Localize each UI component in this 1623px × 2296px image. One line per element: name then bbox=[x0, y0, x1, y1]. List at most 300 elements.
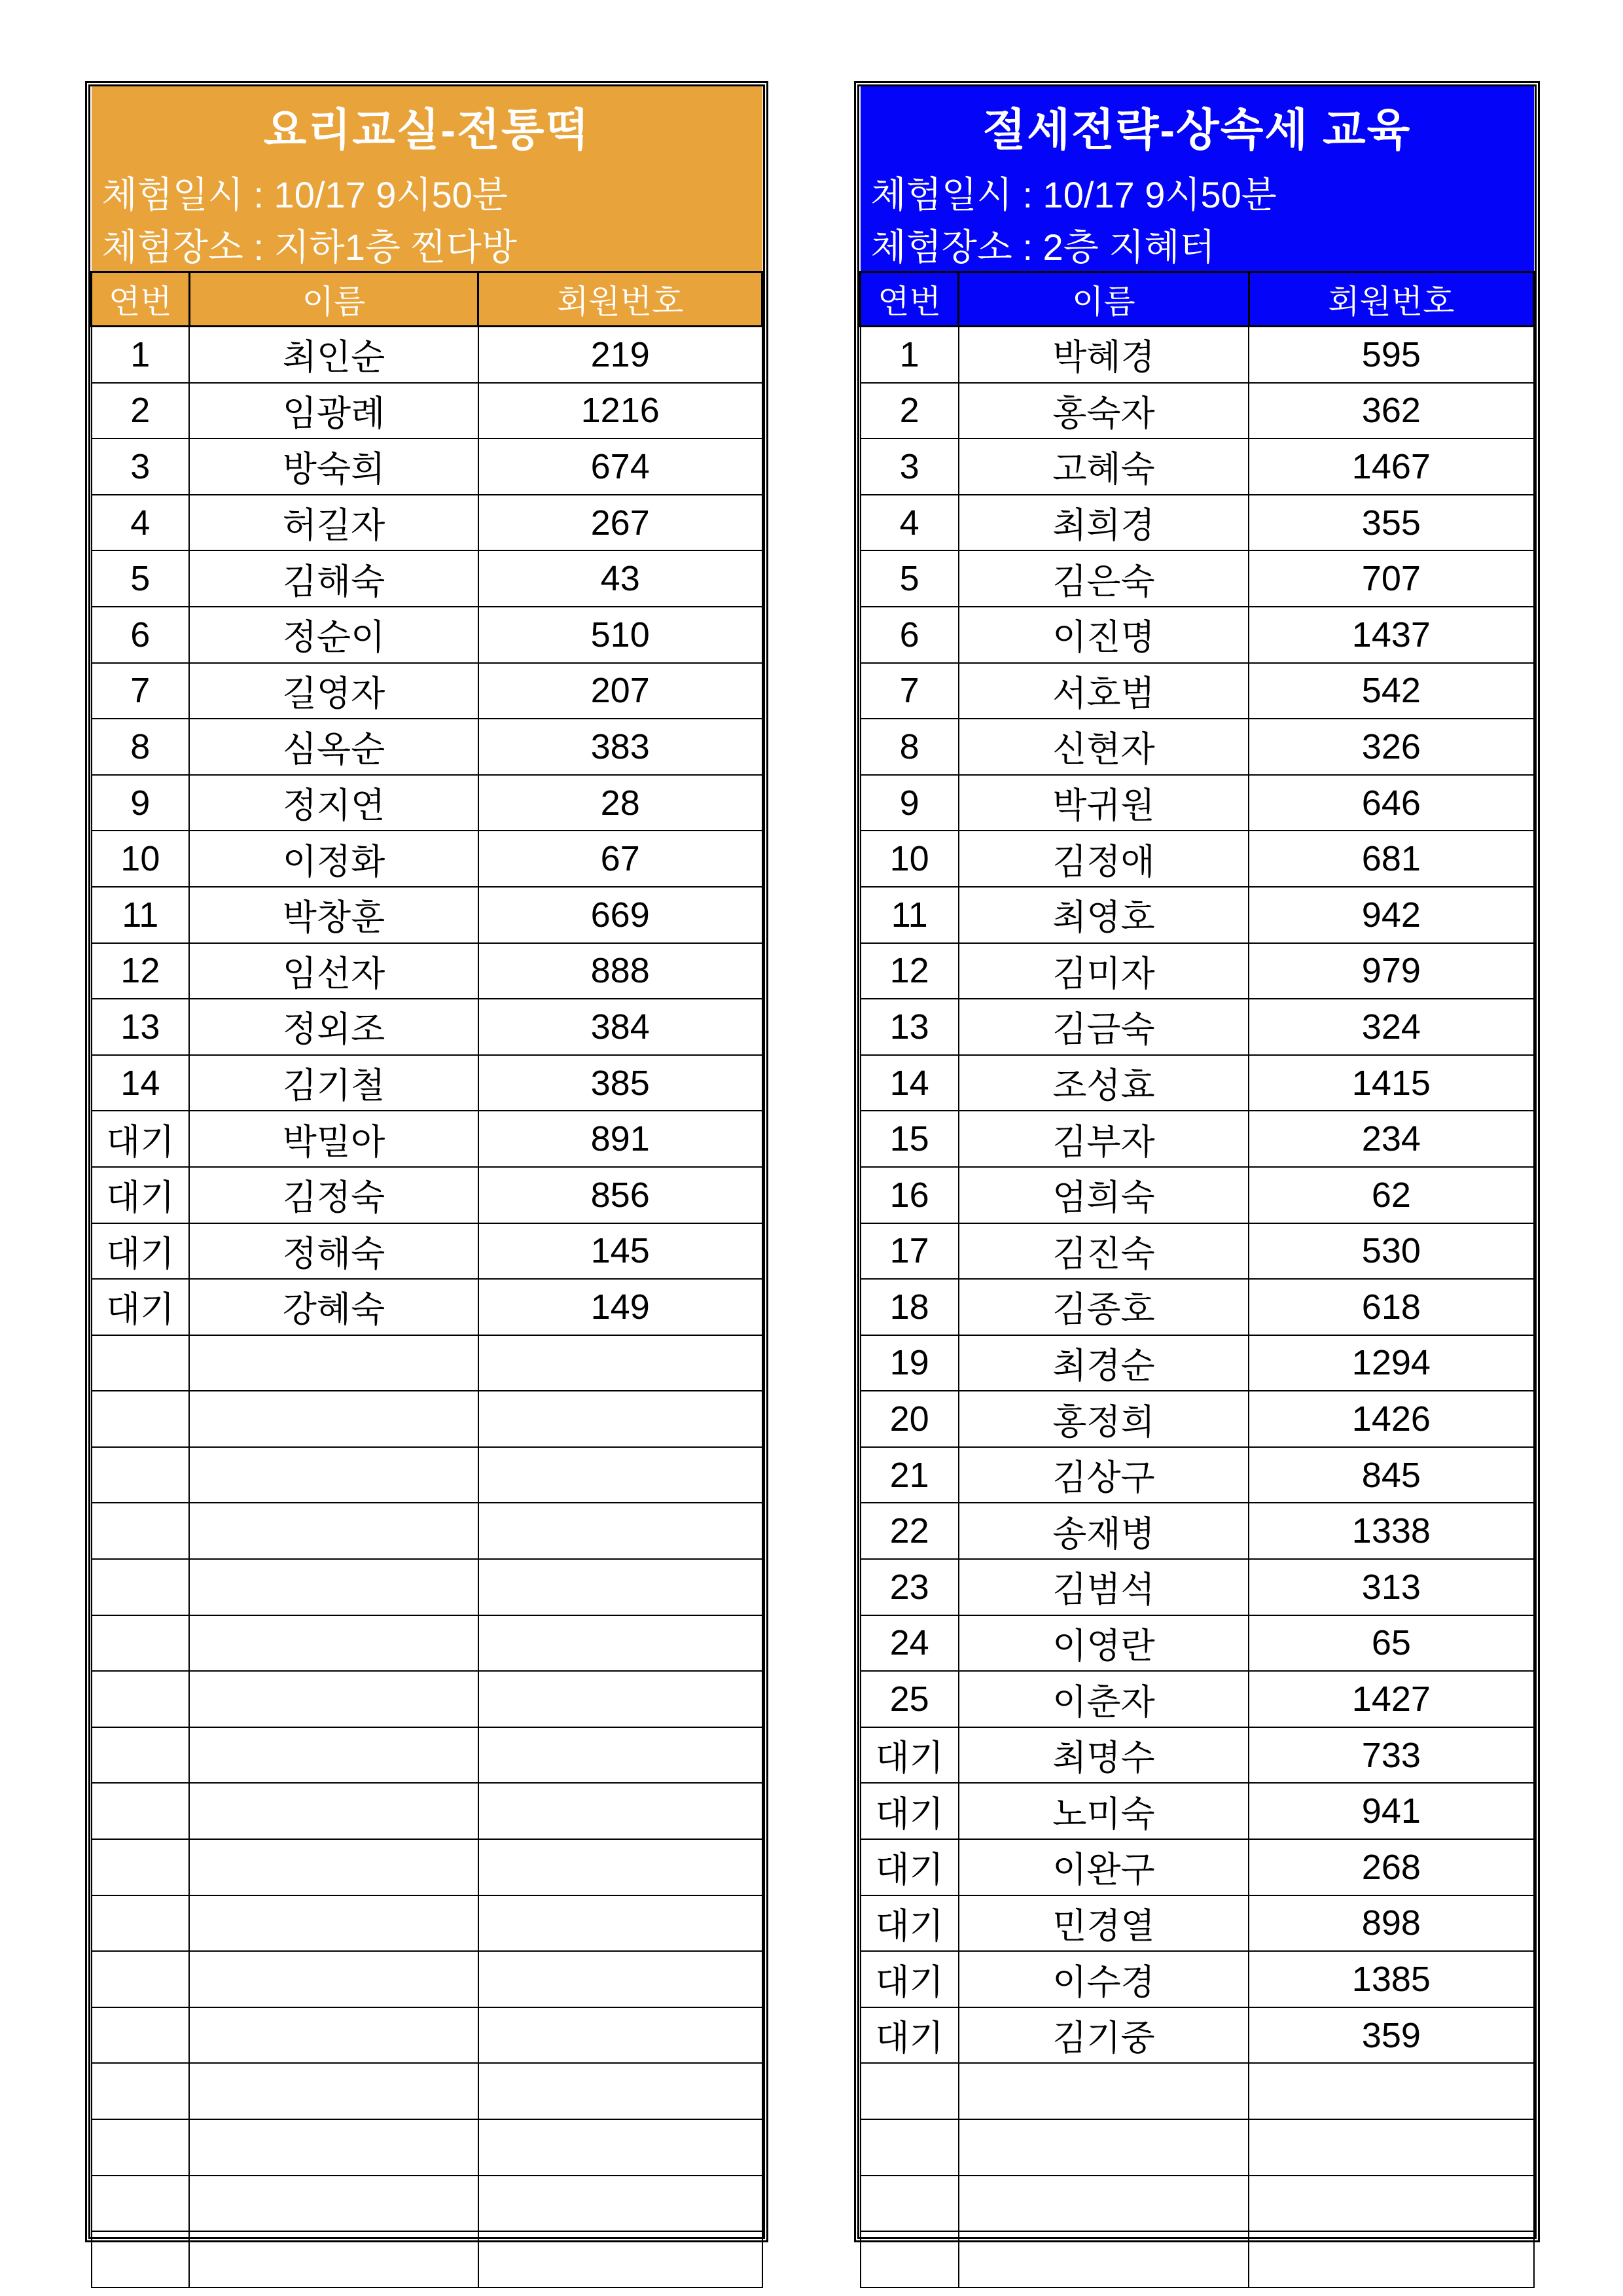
cell-member-no: 145 bbox=[478, 1223, 762, 1280]
table-row bbox=[92, 1279, 762, 1335]
table-row bbox=[861, 943, 1534, 999]
cell-name: 김진숙 bbox=[959, 1223, 1249, 1280]
cell-name: 최인순 bbox=[189, 327, 478, 383]
empty-row bbox=[92, 2119, 762, 2176]
table-row bbox=[861, 719, 1534, 775]
cell-seq: 대기 bbox=[861, 1727, 959, 1784]
cell-name: 길영자 bbox=[189, 663, 478, 719]
cell-member-no bbox=[478, 1559, 762, 1615]
table-row bbox=[92, 943, 762, 999]
cell-member-no bbox=[1249, 2063, 1533, 2119]
cell-name bbox=[189, 1447, 478, 1503]
cell-name: 고혜숙 bbox=[959, 439, 1249, 495]
cell-name bbox=[959, 2231, 1249, 2287]
cell-name: 이정화 bbox=[189, 831, 478, 887]
cell-seq bbox=[92, 1559, 190, 1615]
table-row bbox=[92, 327, 762, 383]
cell-seq: 20 bbox=[861, 1391, 959, 1447]
cell-name: 이완구 bbox=[959, 1839, 1249, 1895]
cell-seq: 10 bbox=[861, 831, 959, 887]
cell-name bbox=[189, 1335, 478, 1391]
info-datetime: 체험일시 : 10/17 9시50분 bbox=[92, 166, 762, 219]
cell-seq bbox=[861, 2119, 959, 2176]
cell-member-no: 326 bbox=[1249, 719, 1533, 775]
cell-member-no: 207 bbox=[478, 663, 762, 719]
cell-member-no bbox=[478, 2231, 762, 2287]
cell-member-no: 219 bbox=[478, 327, 762, 383]
cell-member-no: 681 bbox=[1249, 831, 1533, 887]
cell-name: 정지연 bbox=[189, 775, 478, 831]
cell-member-no: 149 bbox=[478, 1279, 762, 1335]
table-row bbox=[92, 495, 762, 551]
cell-name: 홍숙자 bbox=[959, 383, 1249, 439]
cell-member-no bbox=[478, 1503, 762, 1559]
empty-row bbox=[92, 2007, 762, 2064]
cell-seq: 14 bbox=[92, 1055, 190, 1111]
cell-seq: 11 bbox=[92, 887, 190, 943]
column-header-row bbox=[861, 272, 1534, 327]
col-header-seq: 연번 bbox=[92, 272, 190, 327]
cell-member-no: 941 bbox=[1249, 1783, 1533, 1839]
table-row bbox=[861, 1447, 1534, 1503]
cell-name: 임광례 bbox=[189, 383, 478, 439]
empty-row bbox=[92, 2063, 762, 2119]
table-row bbox=[92, 1055, 762, 1111]
col-header-seq: 연번 bbox=[861, 272, 959, 327]
cell-name bbox=[189, 2063, 478, 2119]
table-row bbox=[92, 1223, 762, 1280]
cell-seq bbox=[92, 2231, 190, 2287]
cell-name: 김해숙 bbox=[189, 550, 478, 607]
empty-row bbox=[92, 1447, 762, 1503]
cell-seq: 3 bbox=[92, 439, 190, 495]
table-row bbox=[861, 1783, 1534, 1839]
cell-member-no: 359 bbox=[1249, 2007, 1533, 2064]
cell-member-no: 595 bbox=[1249, 327, 1533, 383]
cell-name bbox=[189, 1391, 478, 1447]
cell-member-no bbox=[1249, 2176, 1533, 2232]
cell-seq: 13 bbox=[92, 999, 190, 1055]
cell-name: 노미숙 bbox=[959, 1783, 1249, 1839]
roster-table-tax-education bbox=[854, 81, 1540, 2242]
cell-seq: 4 bbox=[861, 495, 959, 551]
cell-member-no: 1437 bbox=[1249, 607, 1533, 663]
cell-seq: 4 bbox=[92, 495, 190, 551]
cell-member-no: 845 bbox=[1249, 1447, 1533, 1503]
table-title-row bbox=[92, 86, 762, 166]
cell-member-no: 1216 bbox=[478, 383, 762, 439]
table-row bbox=[92, 383, 762, 439]
col-header-name: 이름 bbox=[189, 272, 478, 327]
col-header-name: 이름 bbox=[959, 272, 1249, 327]
cell-name bbox=[189, 1727, 478, 1784]
cell-member-no: 733 bbox=[1249, 1727, 1533, 1784]
cell-seq: 12 bbox=[861, 943, 959, 999]
cell-name: 박창훈 bbox=[189, 887, 478, 943]
cell-member-no: 979 bbox=[1249, 943, 1533, 999]
cell-name bbox=[189, 1671, 478, 1727]
column-header-row bbox=[92, 272, 762, 327]
cell-name bbox=[189, 2007, 478, 2064]
table-row bbox=[92, 663, 762, 719]
cell-member-no: 267 bbox=[478, 495, 762, 551]
table-row bbox=[861, 1111, 1534, 1167]
cell-member-no bbox=[1249, 2119, 1533, 2176]
cell-name bbox=[189, 1615, 478, 1672]
table-row bbox=[861, 439, 1534, 495]
empty-row bbox=[92, 1839, 762, 1895]
cell-seq bbox=[92, 1615, 190, 1672]
cell-seq: 7 bbox=[92, 663, 190, 719]
cell-seq: 12 bbox=[92, 943, 190, 999]
cell-member-no: 1338 bbox=[1249, 1503, 1533, 1559]
cell-seq: 10 bbox=[92, 831, 190, 887]
cell-seq bbox=[92, 1671, 190, 1727]
cell-member-no bbox=[478, 2063, 762, 2119]
cell-seq bbox=[92, 1727, 190, 1784]
table-row bbox=[861, 1951, 1534, 2007]
cell-member-no bbox=[478, 1391, 762, 1447]
cell-seq: 8 bbox=[861, 719, 959, 775]
cell-member-no: 1427 bbox=[1249, 1671, 1533, 1727]
table-row bbox=[861, 663, 1534, 719]
cell-name: 김금숙 bbox=[959, 999, 1249, 1055]
table-row bbox=[861, 1559, 1534, 1615]
cell-member-no bbox=[478, 1783, 762, 1839]
cell-seq: 11 bbox=[861, 887, 959, 943]
cell-member-no: 1426 bbox=[1249, 1391, 1533, 1447]
cell-seq bbox=[92, 1783, 190, 1839]
cell-member-no: 313 bbox=[1249, 1559, 1533, 1615]
cell-name bbox=[959, 2176, 1249, 2232]
cell-name: 박밀아 bbox=[189, 1111, 478, 1167]
cell-seq: 13 bbox=[861, 999, 959, 1055]
empty-row bbox=[92, 1671, 762, 1727]
cell-seq: 19 bbox=[861, 1335, 959, 1391]
table-row bbox=[861, 383, 1534, 439]
cell-name bbox=[189, 1783, 478, 1839]
cell-seq: 대기 bbox=[861, 2007, 959, 2064]
cell-member-no bbox=[478, 2119, 762, 2176]
cell-seq: 18 bbox=[861, 1279, 959, 1335]
table-row bbox=[92, 1167, 762, 1223]
table-row bbox=[861, 1895, 1534, 1952]
col-header-member-no: 회원번호 bbox=[1249, 272, 1533, 327]
col-header-member-no: 회원번호 bbox=[478, 272, 762, 327]
cell-member-no: 62 bbox=[1249, 1167, 1533, 1223]
cell-seq: 대기 bbox=[861, 1951, 959, 2007]
cell-name bbox=[189, 1559, 478, 1615]
cell-member-no: 43 bbox=[478, 550, 762, 607]
table-row bbox=[861, 1839, 1534, 1895]
cell-member-no: 67 bbox=[478, 831, 762, 887]
info-datetime-row bbox=[92, 166, 762, 219]
cell-seq: 7 bbox=[861, 663, 959, 719]
table-row bbox=[92, 607, 762, 663]
cell-name: 임선자 bbox=[189, 943, 478, 999]
cell-name bbox=[189, 2119, 478, 2176]
cell-name: 김상구 bbox=[959, 1447, 1249, 1503]
cell-seq: 15 bbox=[861, 1111, 959, 1167]
cell-seq: 8 bbox=[92, 719, 190, 775]
cell-seq bbox=[92, 1335, 190, 1391]
cell-seq: 25 bbox=[861, 1671, 959, 1727]
cell-seq bbox=[92, 1447, 190, 1503]
empty-row bbox=[861, 2231, 1534, 2287]
cell-member-no: 888 bbox=[478, 943, 762, 999]
cell-name: 김기중 bbox=[959, 2007, 1249, 2064]
cell-seq bbox=[92, 1895, 190, 1952]
cell-seq bbox=[92, 2063, 190, 2119]
cell-member-no: 1415 bbox=[1249, 1055, 1533, 1111]
cell-member-no: 355 bbox=[1249, 495, 1533, 551]
cell-seq bbox=[861, 2231, 959, 2287]
cell-seq bbox=[92, 1503, 190, 1559]
cell-name: 방숙희 bbox=[189, 439, 478, 495]
table-title: 요리교실-전통떡 bbox=[92, 86, 762, 166]
table-row bbox=[92, 439, 762, 495]
cell-member-no: 1294 bbox=[1249, 1335, 1533, 1391]
cell-seq: 대기 bbox=[861, 1839, 959, 1895]
cell-member-no: 1385 bbox=[1249, 1951, 1533, 2007]
cell-name bbox=[189, 1895, 478, 1952]
cell-member-no: 65 bbox=[1249, 1615, 1533, 1672]
cell-member-no bbox=[478, 2007, 762, 2064]
cell-member-no: 362 bbox=[1249, 383, 1533, 439]
cell-member-no: 385 bbox=[478, 1055, 762, 1111]
cell-seq: 2 bbox=[92, 383, 190, 439]
cell-seq: 대기 bbox=[92, 1167, 190, 1223]
empty-row bbox=[861, 2063, 1534, 2119]
cell-seq: 대기 bbox=[92, 1223, 190, 1280]
cell-seq: 대기 bbox=[92, 1111, 190, 1167]
cell-name: 김정애 bbox=[959, 831, 1249, 887]
cell-member-no: 856 bbox=[478, 1167, 762, 1223]
table-row bbox=[861, 1055, 1534, 1111]
empty-row bbox=[92, 1783, 762, 1839]
cell-name: 김정숙 bbox=[189, 1167, 478, 1223]
cell-name: 최영호 bbox=[959, 887, 1249, 943]
cell-name: 서호범 bbox=[959, 663, 1249, 719]
cell-member-no: 674 bbox=[478, 439, 762, 495]
cell-member-no: 707 bbox=[1249, 550, 1533, 607]
cell-member-no bbox=[478, 1335, 762, 1391]
table-title: 절세전략-상속세 교육 bbox=[861, 86, 1534, 166]
cell-seq bbox=[861, 2176, 959, 2232]
cell-name: 이진명 bbox=[959, 607, 1249, 663]
table-row bbox=[861, 327, 1534, 383]
table-row bbox=[92, 887, 762, 943]
cell-name: 홍정희 bbox=[959, 1391, 1249, 1447]
cooking-class-grid bbox=[90, 86, 763, 2288]
cell-seq bbox=[92, 1951, 190, 2007]
cell-member-no bbox=[478, 1839, 762, 1895]
cell-member-no: 324 bbox=[1249, 999, 1533, 1055]
cell-seq: 1 bbox=[861, 327, 959, 383]
cell-member-no: 28 bbox=[478, 775, 762, 831]
cell-name bbox=[189, 1951, 478, 2007]
cell-name: 최희경 bbox=[959, 495, 1249, 551]
cell-seq: 대기 bbox=[861, 1783, 959, 1839]
cell-name: 송재병 bbox=[959, 1503, 1249, 1559]
cell-member-no: 669 bbox=[478, 887, 762, 943]
cell-seq bbox=[861, 2063, 959, 2119]
table-row bbox=[861, 495, 1534, 551]
info-location-row bbox=[861, 219, 1534, 272]
cell-name: 김종호 bbox=[959, 1279, 1249, 1335]
cell-seq bbox=[92, 1839, 190, 1895]
empty-row bbox=[92, 1951, 762, 2007]
cell-name bbox=[189, 2176, 478, 2232]
cell-seq: 21 bbox=[861, 1447, 959, 1503]
cell-member-no bbox=[478, 1447, 762, 1503]
cell-name bbox=[189, 1503, 478, 1559]
cell-name bbox=[959, 2119, 1249, 2176]
empty-row bbox=[92, 2231, 762, 2287]
cell-seq: 24 bbox=[861, 1615, 959, 1672]
cell-name: 김기철 bbox=[189, 1055, 478, 1111]
cell-seq bbox=[92, 1391, 190, 1447]
cell-name: 김미자 bbox=[959, 943, 1249, 999]
cell-name bbox=[959, 2063, 1249, 2119]
table-row bbox=[861, 550, 1534, 607]
cell-name: 김부자 bbox=[959, 1111, 1249, 1167]
cell-seq bbox=[92, 2007, 190, 2064]
info-location-row bbox=[92, 219, 762, 272]
cell-name: 민경열 bbox=[959, 1895, 1249, 1952]
cell-name: 정해숙 bbox=[189, 1223, 478, 1280]
cell-name: 이영란 bbox=[959, 1615, 1249, 1672]
cell-member-no: 530 bbox=[1249, 1223, 1533, 1280]
cell-member-no: 542 bbox=[1249, 663, 1533, 719]
empty-row bbox=[861, 2119, 1534, 2176]
cell-name: 강혜숙 bbox=[189, 1279, 478, 1335]
cell-member-no: 618 bbox=[1249, 1279, 1533, 1335]
roster-table-cooking-class bbox=[85, 81, 768, 2242]
cell-seq: 17 bbox=[861, 1223, 959, 1280]
cell-member-no: 384 bbox=[478, 999, 762, 1055]
table-row bbox=[861, 1671, 1534, 1727]
empty-row bbox=[92, 1559, 762, 1615]
table-row bbox=[861, 1727, 1534, 1784]
cell-seq: 5 bbox=[861, 550, 959, 607]
cell-seq: 대기 bbox=[92, 1279, 190, 1335]
cell-name: 최명수 bbox=[959, 1727, 1249, 1784]
cell-member-no bbox=[478, 1727, 762, 1784]
cell-member-no: 383 bbox=[478, 719, 762, 775]
info-datetime: 체험일시 : 10/17 9시50분 bbox=[861, 166, 1534, 219]
table-row bbox=[861, 775, 1534, 831]
cell-member-no: 942 bbox=[1249, 887, 1533, 943]
cell-name: 박귀원 bbox=[959, 775, 1249, 831]
cell-member-no bbox=[478, 1615, 762, 1672]
empty-row bbox=[92, 1391, 762, 1447]
cell-seq: 23 bbox=[861, 1559, 959, 1615]
table-row bbox=[861, 1335, 1534, 1391]
empty-row bbox=[861, 2176, 1534, 2232]
table-row bbox=[92, 999, 762, 1055]
cell-name: 김은숙 bbox=[959, 550, 1249, 607]
cell-seq: 2 bbox=[861, 383, 959, 439]
cell-name: 최경순 bbox=[959, 1335, 1249, 1391]
table-row bbox=[92, 550, 762, 607]
table-row bbox=[861, 1167, 1534, 1223]
cell-seq: 16 bbox=[861, 1167, 959, 1223]
table-row bbox=[92, 831, 762, 887]
cell-name: 정외조 bbox=[189, 999, 478, 1055]
cell-member-no bbox=[1249, 2231, 1533, 2287]
table-row bbox=[861, 2007, 1534, 2064]
table-row bbox=[861, 999, 1534, 1055]
cell-name: 심옥순 bbox=[189, 719, 478, 775]
cell-seq: 3 bbox=[861, 439, 959, 495]
table-row bbox=[861, 1615, 1534, 1672]
cell-seq: 6 bbox=[861, 607, 959, 663]
cell-name: 허길자 bbox=[189, 495, 478, 551]
cell-member-no: 646 bbox=[1249, 775, 1533, 831]
empty-row bbox=[92, 1895, 762, 1952]
cell-seq: 대기 bbox=[861, 1895, 959, 1952]
cell-name bbox=[189, 1839, 478, 1895]
cell-name: 김범석 bbox=[959, 1559, 1249, 1615]
cell-seq: 6 bbox=[92, 607, 190, 663]
cell-name: 신현자 bbox=[959, 719, 1249, 775]
table-row bbox=[861, 1223, 1534, 1280]
table-row bbox=[92, 775, 762, 831]
cell-name: 정순이 bbox=[189, 607, 478, 663]
info-datetime-row bbox=[861, 166, 1534, 219]
cell-member-no: 510 bbox=[478, 607, 762, 663]
cell-name: 박혜경 bbox=[959, 327, 1249, 383]
cell-seq: 9 bbox=[861, 775, 959, 831]
cell-seq bbox=[92, 2176, 190, 2232]
cell-seq: 14 bbox=[861, 1055, 959, 1111]
cell-member-no: 268 bbox=[1249, 1839, 1533, 1895]
cell-seq: 1 bbox=[92, 327, 190, 383]
table-row bbox=[861, 831, 1534, 887]
cell-member-no bbox=[478, 2176, 762, 2232]
table-row bbox=[861, 1503, 1534, 1559]
cell-member-no bbox=[478, 1895, 762, 1952]
cell-seq bbox=[92, 2119, 190, 2176]
table-row bbox=[861, 1391, 1534, 1447]
table-row bbox=[861, 1279, 1534, 1335]
empty-row bbox=[92, 1727, 762, 1784]
table-row bbox=[861, 887, 1534, 943]
cell-member-no bbox=[478, 1951, 762, 2007]
info-location: 체험장소 : 2층 지혜터 bbox=[861, 219, 1534, 272]
empty-row bbox=[92, 1335, 762, 1391]
table-row bbox=[92, 1111, 762, 1167]
cell-name: 엄희숙 bbox=[959, 1167, 1249, 1223]
cell-name: 이춘자 bbox=[959, 1671, 1249, 1727]
cell-seq: 5 bbox=[92, 550, 190, 607]
tax-education-grid bbox=[859, 86, 1535, 2288]
empty-row bbox=[92, 1503, 762, 1559]
empty-row bbox=[92, 2176, 762, 2232]
cell-name: 조성효 bbox=[959, 1055, 1249, 1111]
info-location: 체험장소 : 지하1층 찐다방 bbox=[92, 219, 762, 272]
empty-row bbox=[92, 1615, 762, 1672]
cell-seq: 9 bbox=[92, 775, 190, 831]
table-row bbox=[861, 607, 1534, 663]
cell-member-no bbox=[478, 1671, 762, 1727]
cell-name bbox=[189, 2231, 478, 2287]
cell-member-no: 898 bbox=[1249, 1895, 1533, 1952]
cell-member-no: 234 bbox=[1249, 1111, 1533, 1167]
cell-member-no: 891 bbox=[478, 1111, 762, 1167]
cell-name: 이수경 bbox=[959, 1951, 1249, 2007]
